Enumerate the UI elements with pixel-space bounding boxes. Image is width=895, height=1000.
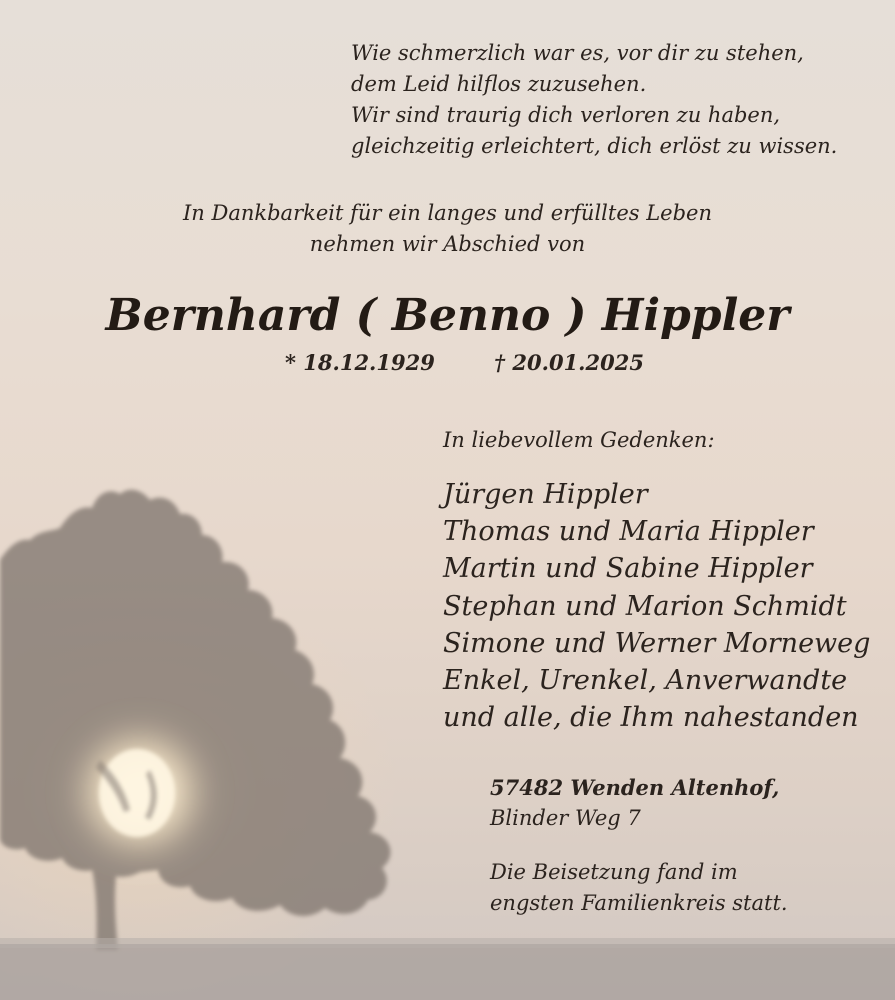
- address-block: [490, 772, 779, 834]
- mourner-item: und alle, die Ihm nahestanden: [443, 702, 859, 734]
- mourner-item: Enkel, Urenkel, Anverwandte: [443, 665, 848, 697]
- mourner-item: Thomas und Maria Hippler: [443, 516, 814, 548]
- burial-line: engsten Familienkreis statt.: [490, 891, 788, 915]
- poem-line: Wie schmerzlich war es, vor dir zu stehen,: [351, 41, 804, 65]
- address-street: Blinder Weg 7: [490, 806, 641, 830]
- burial-line: Die Beisetzung fand im: [490, 860, 738, 884]
- birth-date: * 18.12.1929: [285, 350, 435, 375]
- poem: [351, 38, 837, 162]
- memorial-heading: In liebevollem Gedenken:: [443, 428, 715, 452]
- tree-silhouette: [0, 490, 391, 950]
- poem-line: gleichzeitig erleichtert, dich erlöst zu wissen.: [351, 134, 838, 158]
- life-dates: [285, 348, 644, 378]
- mourner-item: Stephan und Marion Schmidt: [443, 590, 847, 622]
- mourner-item: Jürgen Hippler: [443, 479, 648, 510]
- horizon-ground: [0, 944, 895, 1000]
- intro-line: nehmen wir Abschied von: [309, 232, 586, 256]
- mourner-item: Simone und Werner Morneweg: [443, 627, 871, 659]
- poem-line: dem Leid hilflos zuzusehen.: [351, 72, 647, 96]
- deceased-name: Bernhard ( Benno ) Hippler: [105, 290, 790, 341]
- mourners-list: [443, 476, 870, 736]
- intro-line: In Dankbarkeit für ein langes und erfülltes Leben: [183, 201, 712, 225]
- poem-line: Wir sind traurig dich verloren zu haben,: [351, 103, 781, 127]
- sun-disc: [99, 749, 175, 837]
- mourner-item: Martin und Sabine Hippler: [443, 553, 813, 585]
- death-date: † 20.01.2025: [494, 350, 644, 375]
- address-city: 57482 Wenden Altenhof,: [490, 775, 780, 800]
- intro-text: [0, 198, 895, 260]
- burial-notice: [490, 857, 788, 919]
